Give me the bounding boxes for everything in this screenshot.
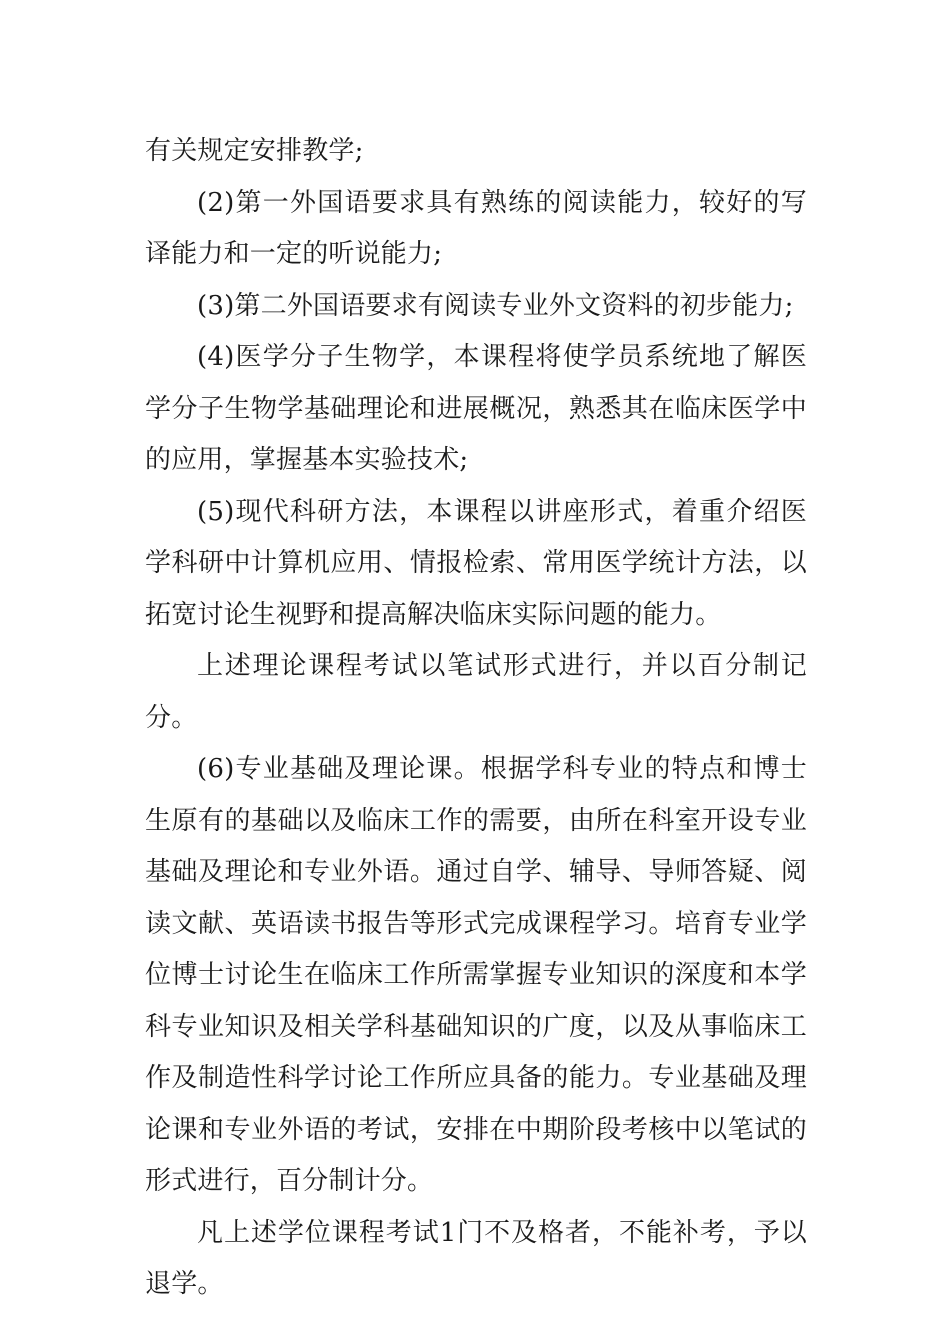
paragraph-3: (3)第二外国语要求有阅读专业外文资料的初步能力; <box>197 290 794 321</box>
paragraph-6: 上述理论课程考试以笔试形式进行，并以百分制记分。 <box>145 651 807 733</box>
paragraph-5: (5)现代科研方法，本课程以讲座形式，着重介绍医学科研中计算机应用、情报检索、常用医学统计方法，以拓宽讨论生视野和提高解决临床实际问题的能力。 <box>145 496 807 630</box>
paragraph-4: (4)医学分子生物学，本课程将使学员系统地了解医学分子生物学基础理论和进展概况，熟悉其在临床医学中的应用，掌握基本实验技术; <box>145 342 807 475</box>
document-body <box>145 126 807 1311</box>
paragraph-2: (2)第一外国语要求具有熟练的阅读能力，较好的写译能力和一定的听说能力; <box>145 187 807 269</box>
paragraph-7: (6)专业基础及理论课。根据学科专业的特点和博士生原有的基础以及临床工作的需要，由所在科室开设专业基础及理论和专业外语。通过自学、辅导、导师答疑、阅读文献、英语读书报告等形式完成课程学习。培育专业学位博士讨论生在临床工作所需掌握专业知识的深度和本学科专业知识及相关学科基础知识的广度，以及从事临床工作及制造性科学讨论工作所应具备的能力。专业基础及理论课和专业外语的考试，安排在中期阶段考核中以笔试的形式进行，百分制计分。 <box>145 754 807 1196</box>
paragraph-8: 凡上述学位课程考试1门不及格者，不能补考，予以退学。 <box>145 1217 807 1299</box>
paragraph-1: 有关规定安排教学; <box>145 136 364 166</box>
